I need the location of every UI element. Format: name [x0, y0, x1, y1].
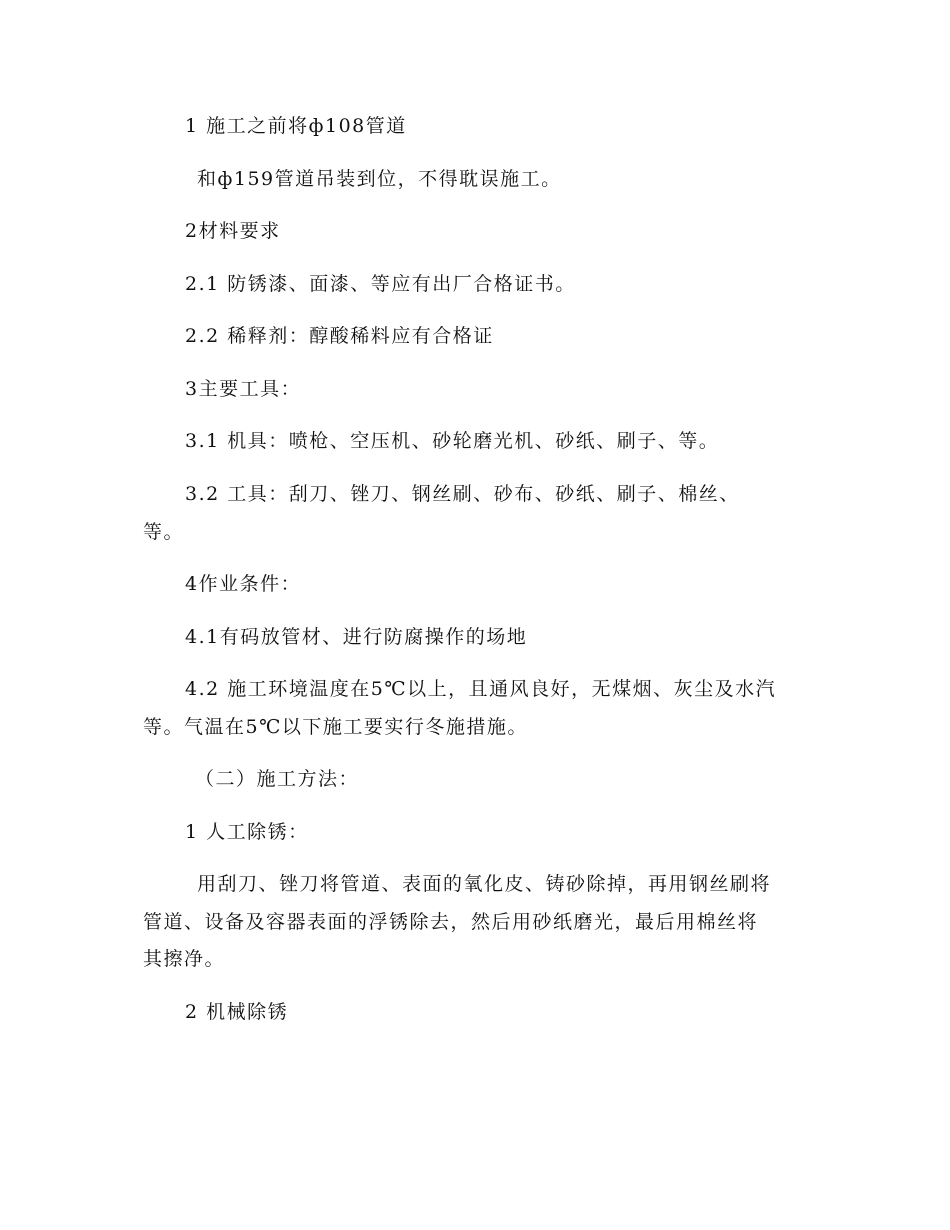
line-6: 3主要工具： [185, 378, 302, 400]
line-11: 4.1有码放管材、进行防腐操作的场地 [185, 626, 528, 648]
line-13: 等。气温在5℃以下施工要实行冬施措施。 [143, 716, 528, 738]
line-2: 和ф159管道吊装到位，不得耽误施工。 [197, 168, 562, 190]
line-3: 2材料要求 [185, 220, 281, 242]
line-7: 3.1 机具：喷枪、空压机、砂轮磨光机、砂纸、刷子、等。 [185, 430, 720, 452]
line-17: 管道、设备及容器表面的浮锈除去，然后用砂纸磨光，最后用棉丝将 [143, 911, 759, 933]
line-9: 等。 [143, 521, 185, 543]
line-12: 4.2 施工环境温度在5℃以上，且通风良好，无煤烟、灰尘及水汽 [185, 678, 777, 700]
line-1: 1 施工之前将ф108管道 [185, 115, 407, 137]
line-14: （二）施工方法： [195, 768, 360, 790]
line-18: 其擦净。 [143, 948, 226, 970]
line-19: 2 机械除锈 [185, 1001, 289, 1023]
line-15: 1 人工除锈： [185, 821, 309, 843]
line-8: 3.2 工具：刮刀、锉刀、钢丝刷、砂布、砂纸、刷子、棉丝、 [185, 483, 740, 505]
line-4: 2.1 防锈漆、面漆、等应有出厂合格证书。 [185, 273, 576, 295]
line-16: 用刮刀、锉刀将管道、表面的氧化皮、铸砂除掉，再用钢丝刷将 [197, 873, 772, 895]
line-10: 4作业条件： [185, 573, 302, 595]
line-5: 2.2 稀释剂：醇酸稀料应有合格证 [185, 325, 494, 347]
